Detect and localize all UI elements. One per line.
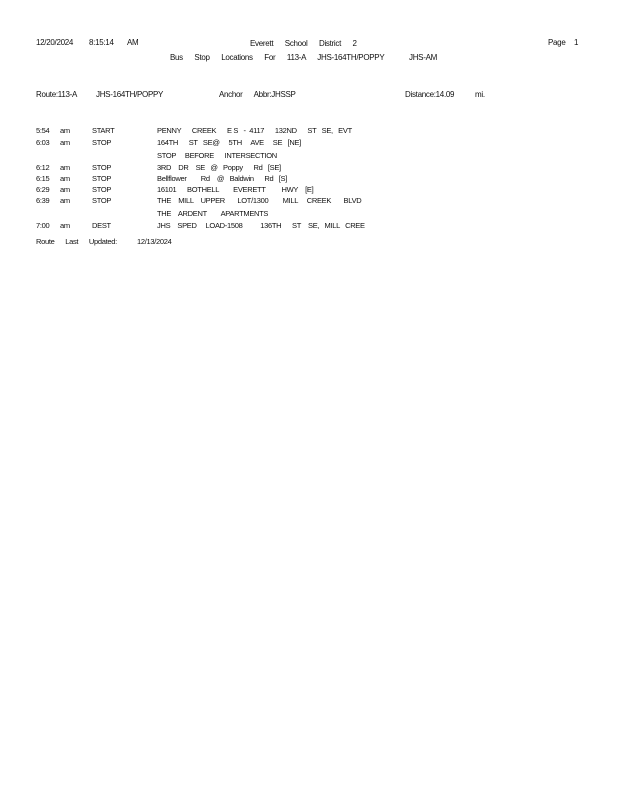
stop-type: STOP xyxy=(92,163,112,172)
stop-location: THE MILL UPPER LOT/1300 MILL CREEK BLVD xyxy=(157,197,362,205)
report-ampm: AM xyxy=(127,38,139,47)
report-date: 12/20/2024 xyxy=(36,38,74,47)
last-updated-date: 12/13/2024 xyxy=(137,237,172,246)
stop-type: DEST xyxy=(92,221,111,230)
stop-ampm: am xyxy=(60,221,70,230)
route-id: Route:113-A xyxy=(36,90,78,99)
stop-location-note: STOP BEFORE INTERSECTION xyxy=(157,152,277,160)
stop-time: 6:15 xyxy=(36,174,50,183)
stop-ampm: am xyxy=(60,174,70,183)
report-time: 8:15:14 xyxy=(89,38,114,47)
stop-time: 7:00 xyxy=(36,221,50,230)
stop-location: JHS SPED LOAD-1508 136TH ST SE, MILL CREE xyxy=(157,222,365,230)
anchor-abbr: Anchor Abbr:JHSSP xyxy=(219,90,296,99)
page-label: Page xyxy=(548,38,566,47)
stop-type: STOP xyxy=(92,196,112,205)
stop-time: 6:03 xyxy=(36,138,50,147)
stop-location: 16101 BOTHELL EVERETT HWY [E] xyxy=(157,186,314,194)
report-subtitle-run: JHS-AM xyxy=(409,53,437,62)
stop-type: STOP xyxy=(92,185,112,194)
stop-time: 6:29 xyxy=(36,185,50,194)
stop-location: PENNY CREEK E S - 4117 132ND ST SE, EVT xyxy=(157,127,352,135)
stop-ampm: am xyxy=(60,163,70,172)
stop-type: START xyxy=(92,126,115,135)
route-distance: Distance:14.09 xyxy=(405,90,455,99)
stop-time: 6:12 xyxy=(36,163,50,172)
stop-location: 164TH ST SE@ 5TH AVE SE [NE] xyxy=(157,139,301,147)
stop-location: Bellflower Rd @ Baldwin Rd [S] xyxy=(157,175,288,183)
stop-location: 3RD DR SE @ Poppy Rd [SE] xyxy=(157,164,281,172)
stop-type: STOP xyxy=(92,138,112,147)
stop-type: STOP xyxy=(92,174,112,183)
report-subtitle: Bus Stop Locations For 113-A JHS-164TH/POPPY xyxy=(170,53,385,62)
route-name: JHS-164TH/POPPY xyxy=(96,90,164,99)
stop-ampm: am xyxy=(60,185,70,194)
stop-location-note: THE ARDENT APARTMENTS xyxy=(157,210,269,218)
stop-ampm: am xyxy=(60,196,70,205)
last-updated-label: Route Last Updated: xyxy=(36,237,117,246)
stop-ampm: am xyxy=(60,126,70,135)
district-title: Everett School District 2 xyxy=(250,39,357,48)
page-number: 1 xyxy=(574,38,579,47)
stop-time: 5:54 xyxy=(36,126,50,135)
distance-unit: mi. xyxy=(475,90,485,99)
stop-time: 6:39 xyxy=(36,196,50,205)
stop-ampm: am xyxy=(60,138,70,147)
